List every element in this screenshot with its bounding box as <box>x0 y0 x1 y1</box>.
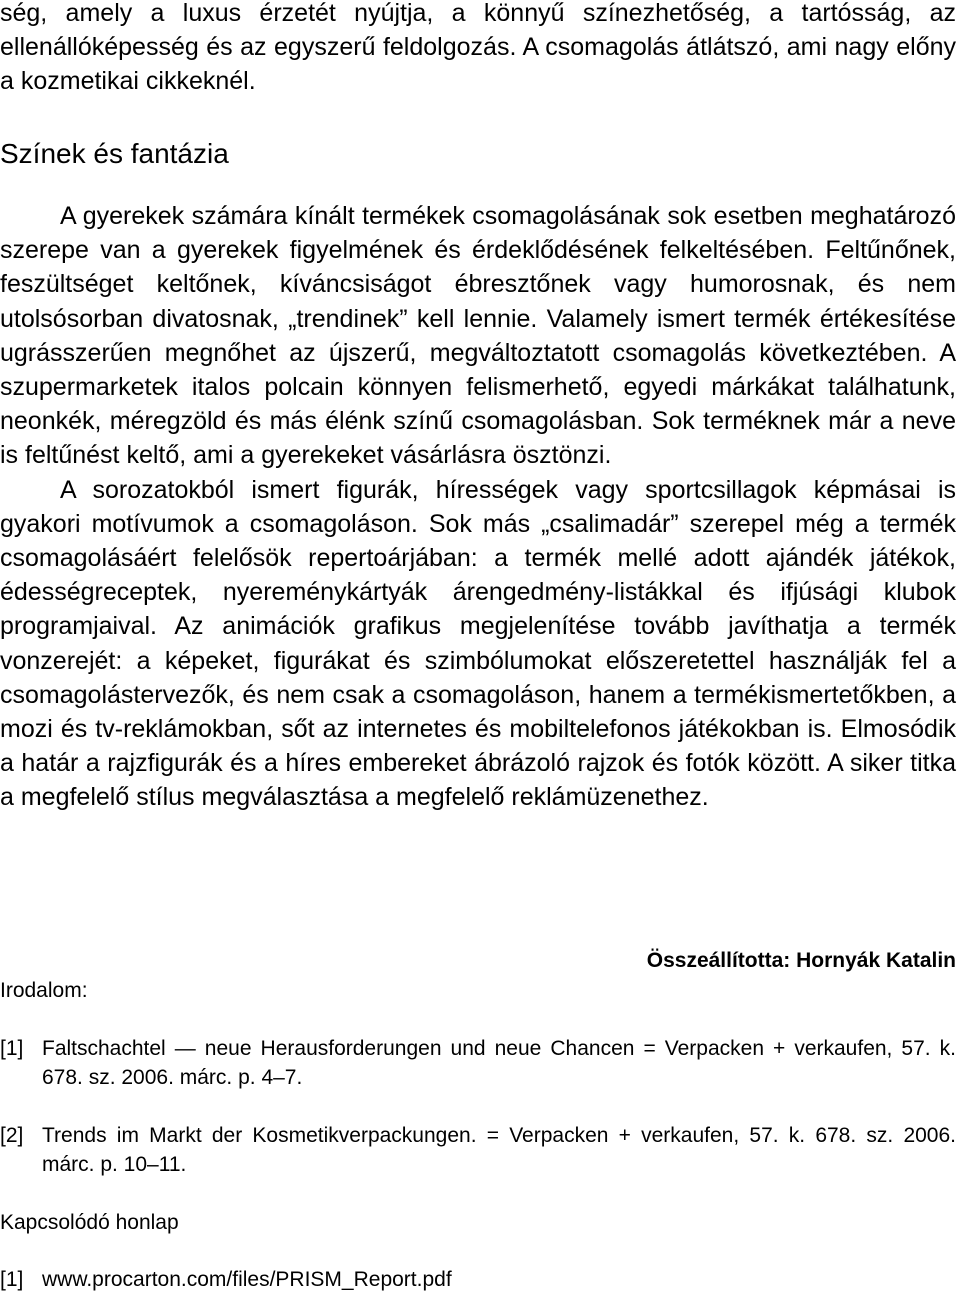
author-credit: Összeállította: Hornyák Katalin <box>646 949 956 972</box>
reference-number: [2] <box>0 1124 24 1147</box>
reference-item <box>0 1034 956 1092</box>
reference-number: [1] <box>0 1037 24 1060</box>
section-paragraph-1: A gyerekek számára kínált termékek csomagolásának sok esetben meghatározó szerepe van a gyerekek figyelmének és érdeklődésének felkeltésében. Feltűnőnek, feszültséget keltőnek, kíváncsiságot ébresztőnek vagy humorosnak, és nem utolsósorban divatosnak, „trendinek” kell lennie. Valamely ismert termék értékesítése ugrásszerűen megnőhet az újszerű, megváltoztatott csomagolás következtében. A szupermarketek italos polcain könnyen felismerhető, egyedi márkákat találhatunk, neonkék, méregzöld és más élénk színű csomagolásban. Sok terméknek már a neve is feltűnést keltő, ami a gyerekeket vásárlásra ösztönzi. <box>0 202 956 470</box>
reference-text: Faltschachtel — neue Herausforderungen und neue Chancen = Verpacken + verkaufen, 57. k. 678. sz. 2006. márc. p. 4–7. <box>42 1037 956 1089</box>
intro-paragraph: ség, amely a luxus érzetét nyújtja, a könnyű színezhetőség, a tartósság, az ellenállóképesség és az egyszerű feldolgozás. A csomagolás átlátszó, ami nagy előny a kozmetikai cikkeknél. <box>0 0 956 96</box>
related-links-label: Kapcsolódó honlap <box>0 1211 179 1234</box>
link-url[interactable]: www.procarton.com/files/PRISM_Report.pdf <box>42 1268 452 1291</box>
reference-text: Trends im Markt der Kosmetikverpackungen. = Verpacken + verkaufen, 57. k. 678. sz. 2006. márc. p. 10–11. <box>42 1124 956 1176</box>
section-heading: Színek és fantázia <box>0 138 229 169</box>
section-paragraph-2: A sorozatokból ismert figurák, hírességek vagy sportcsillagok képmásai is gyakori motívumok a csomagoláson. Sok más „csalimadár” szerepel még a termék csomagolásáért felelősök repertoárjában: a termék mellé adott ajándék játékok, édességreceptek, nyereménykártyák árengedmény-listákkal és ifjúsági klubok programjaival. Az animációk grafikus megjelenítése tovább javíthatja a termék vonzerejét: a képeket, figurákat és szimbólumokat előszeretettel használják fel a csomagolástervezők, és nem csak a csomagoláson, hanem a termékismertetőkben, a mozi és tv-reklámokban, sőt az internetes és mobiltelefonos játékokban is. Elmosódik a határ a rajzfigurák és a híres embereket ábrázoló rajzok és fotók között. A siker titka a megfelelő stílus megválasztása a megfelelő reklámüzenethez. <box>0 475 956 812</box>
related-link-item <box>0 1265 956 1294</box>
references-label: Irodalom: <box>0 979 88 1002</box>
section-body <box>0 199 956 815</box>
link-number: [1] <box>0 1268 24 1291</box>
reference-item <box>0 1121 956 1179</box>
